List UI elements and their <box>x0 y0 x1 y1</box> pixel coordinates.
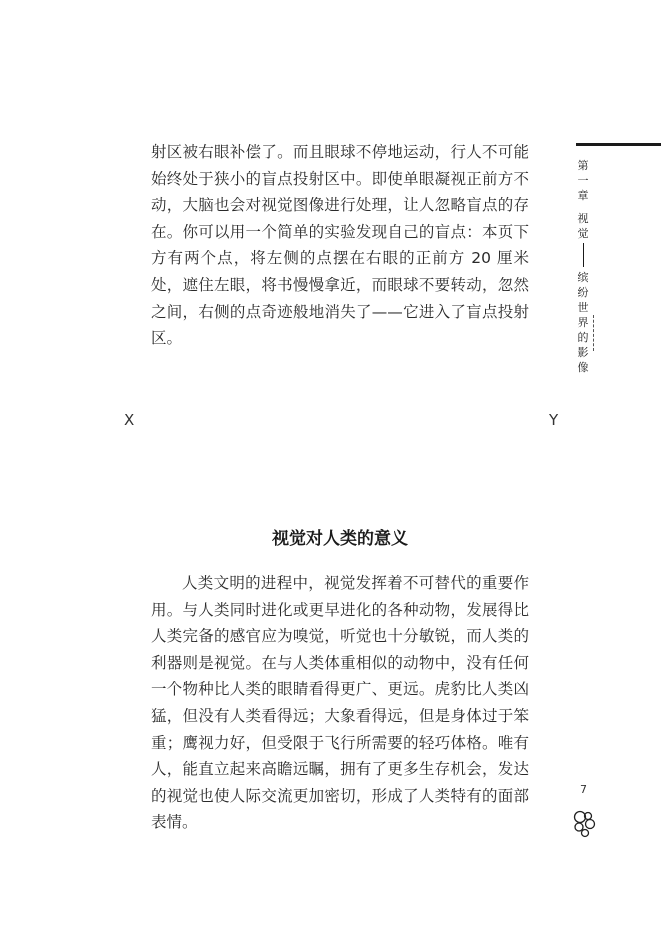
chapter-subtitle-char: 纷 <box>577 286 589 299</box>
chapter-label <box>576 158 590 375</box>
chapter-rule <box>576 143 661 146</box>
chapter-number-char: 第 <box>577 159 589 172</box>
blind-spot-marker-x: X <box>124 411 135 429</box>
chapter-title-char: 觉 <box>577 227 589 240</box>
chapter-number-char: 一 <box>577 174 589 187</box>
page-number: 7 <box>580 783 587 796</box>
chapter-subtitle-char: 影 <box>577 346 589 359</box>
chapter-subtitle-char: 世 <box>577 301 589 314</box>
body-paragraph-1: 射区被右眼补偿了。而且眼球不停地运动，行人不可能始终处于狭小的盲点投射区中。即使单眼凝视正前方不动，大脑也会对视觉图像进行处理，让人忽略盲点的存在。你可以用一个简单的实验发现自己的盲点：本页下方有两个点，将左侧的点摆在右眼的正前方 20 厘米处，遮住左眼，将书慢慢拿近，而眼球不要转动，忽然之间，右侧的点奇迹般地消失了——它进入了盲点投射区。 <box>151 143 529 348</box>
chapter-subtitle-char: 像 <box>577 361 589 374</box>
section-heading: 视觉对人类的意义 <box>272 529 408 549</box>
chapter-subtitle-char: 界 <box>577 316 589 329</box>
chapter-number-char: 章 <box>577 189 589 202</box>
bubbles-logo-icon <box>571 809 597 839</box>
dotted-guide-line <box>593 315 594 351</box>
chapter-dash <box>583 243 584 267</box>
body-paragraph-2: 人类文明的进程中，视觉发挥着不可替代的重要作用。与人类同时进化或更早进化的各种动物，发展得比人类完备的感官应为嗅觉，听觉也十分敏锐，而人类的利器则是视觉。在与人类体重相似的动物中，没有任何一个物种比人类的眼睛看得更广、更远。虎豹比人类凶猛，但没有人类看得远；大象看得远，但是身体过于笨重；鹰视力好，但受限于飞行所需要的轻巧体格。唯有人，能直立起来高瞻远瞩，拥有了更多生存机会，发达的视觉也使人际交流更加密切，形成了人类特有的面部表情。 <box>151 574 529 832</box>
chapter-subtitle-char: 缤 <box>577 271 589 284</box>
blind-spot-marker-y: Y <box>549 411 559 429</box>
chapter-title-char: 视 <box>577 212 589 225</box>
chapter-subtitle-char: 的 <box>577 331 589 344</box>
chapter-gap <box>576 203 590 211</box>
